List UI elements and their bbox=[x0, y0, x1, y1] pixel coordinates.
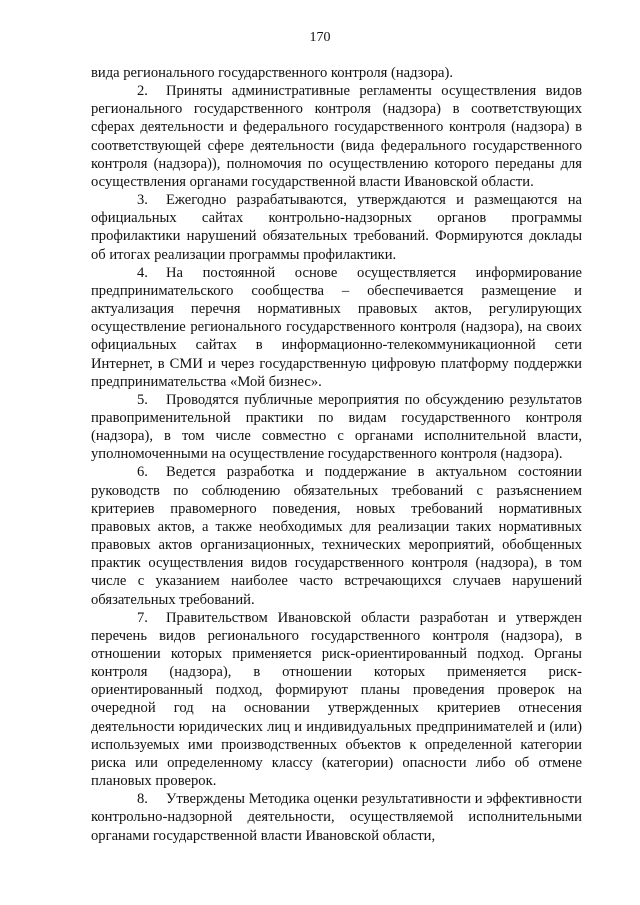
paragraph-text: Проводятся публичные мероприятия по обсуждению результатов правоприменительной практики по видам государственного контроля (надзора), в том числе совместно с органами исполнительной власти, уполномоченными на осуществление государственного контроля (надзора). bbox=[91, 391, 582, 463]
paragraph-number: 3. bbox=[137, 192, 148, 209]
paragraph-8 bbox=[91, 790, 582, 844]
paragraph-number: 8. bbox=[137, 791, 148, 808]
paragraph-text: Правительством Ивановской области разработан и утвержден перечень видов регионального государственного контроля (надзора), в отношении которых применяется риск-ориентированный подход. Органы контроля (надзора), в отношении которых применяется риск-ориентированный подход, формируют планы проведения проверок на очередной год на основании утвержденных критериев отнесения деятельности юридических лиц и индивидуальных предпринимателей и (или) используемых ими производственных объектов к определенной категории риска или определенному классу (категории) опасности либо об отмене плановых проверок. bbox=[91, 609, 582, 790]
paragraph-2 bbox=[91, 82, 582, 191]
paragraph-number: 5. bbox=[137, 391, 148, 408]
paragraph-text: Ведется разработка и поддержание в актуальном состоянии руководств по соблюдению обязательных требований с разъяснением критериев правомерного поведения, новых требований нормативных правовых актов, а также необходимых для реализации таких нормативных правовых актов организационных, технических мероприятий, обобщенных практик осуществления видов государственного контроля (надзора), в том числе с указанием наиболее часто встречающихся случаев нарушений обязательных требований. bbox=[91, 464, 582, 608]
paragraph-6 bbox=[91, 463, 582, 608]
paragraph-text: Приняты административные регламенты осуществления видов регионального государственного контроля (надзора) в соответствующих сферах деятельности и федерального государственного контроля (надзора) в соответствующей сфере деятельности (вида федерального государственного контроля (надзора)), полномочия по осуществлению которого переданы для осуществления органами государственной власти Ивановской области. bbox=[91, 83, 582, 190]
continuation-paragraph: вида регионального государственного контроля (надзора). bbox=[91, 65, 453, 81]
paragraph-7 bbox=[91, 609, 582, 791]
paragraph-text: Ежегодно разрабатываются, утверждаются и размещаются на официальных сайтах контрольно-надзорных органов программы профилактики нарушений обязательных требований. Формируются доклады об итогах реализации программы профилактики. bbox=[91, 192, 582, 263]
paragraph-3 bbox=[91, 191, 582, 264]
paragraph-number: 2. bbox=[137, 83, 148, 100]
document-body bbox=[91, 64, 582, 845]
paragraph-number: 6. bbox=[137, 464, 148, 481]
paragraph-number: 7. bbox=[137, 609, 148, 626]
paragraph-number: 4. bbox=[137, 264, 148, 281]
paragraph-text: На постоянной основе осуществляется информирование предпринимательского сообщества – обеспечивается размещение и актуализация перечня нормативных правовых актов, регулирующих осуществление регионального государственного контроля (надзора), на своих официальных сайтах в информационно-телекоммуникационной сети Интернет, в СМИ и через государственную цифровую платформу поддержки предпринимательства «Мой бизнес». bbox=[91, 264, 582, 390]
paragraph-text: Утверждены Методика оценки результативности и эффективности контрольно-надзорной деятельности, осуществляемой исполнительными органами государственной власти Ивановской области, bbox=[91, 791, 582, 844]
page-number: 170 bbox=[309, 30, 331, 45]
paragraph-5 bbox=[91, 391, 582, 464]
paragraph-4 bbox=[91, 264, 582, 391]
